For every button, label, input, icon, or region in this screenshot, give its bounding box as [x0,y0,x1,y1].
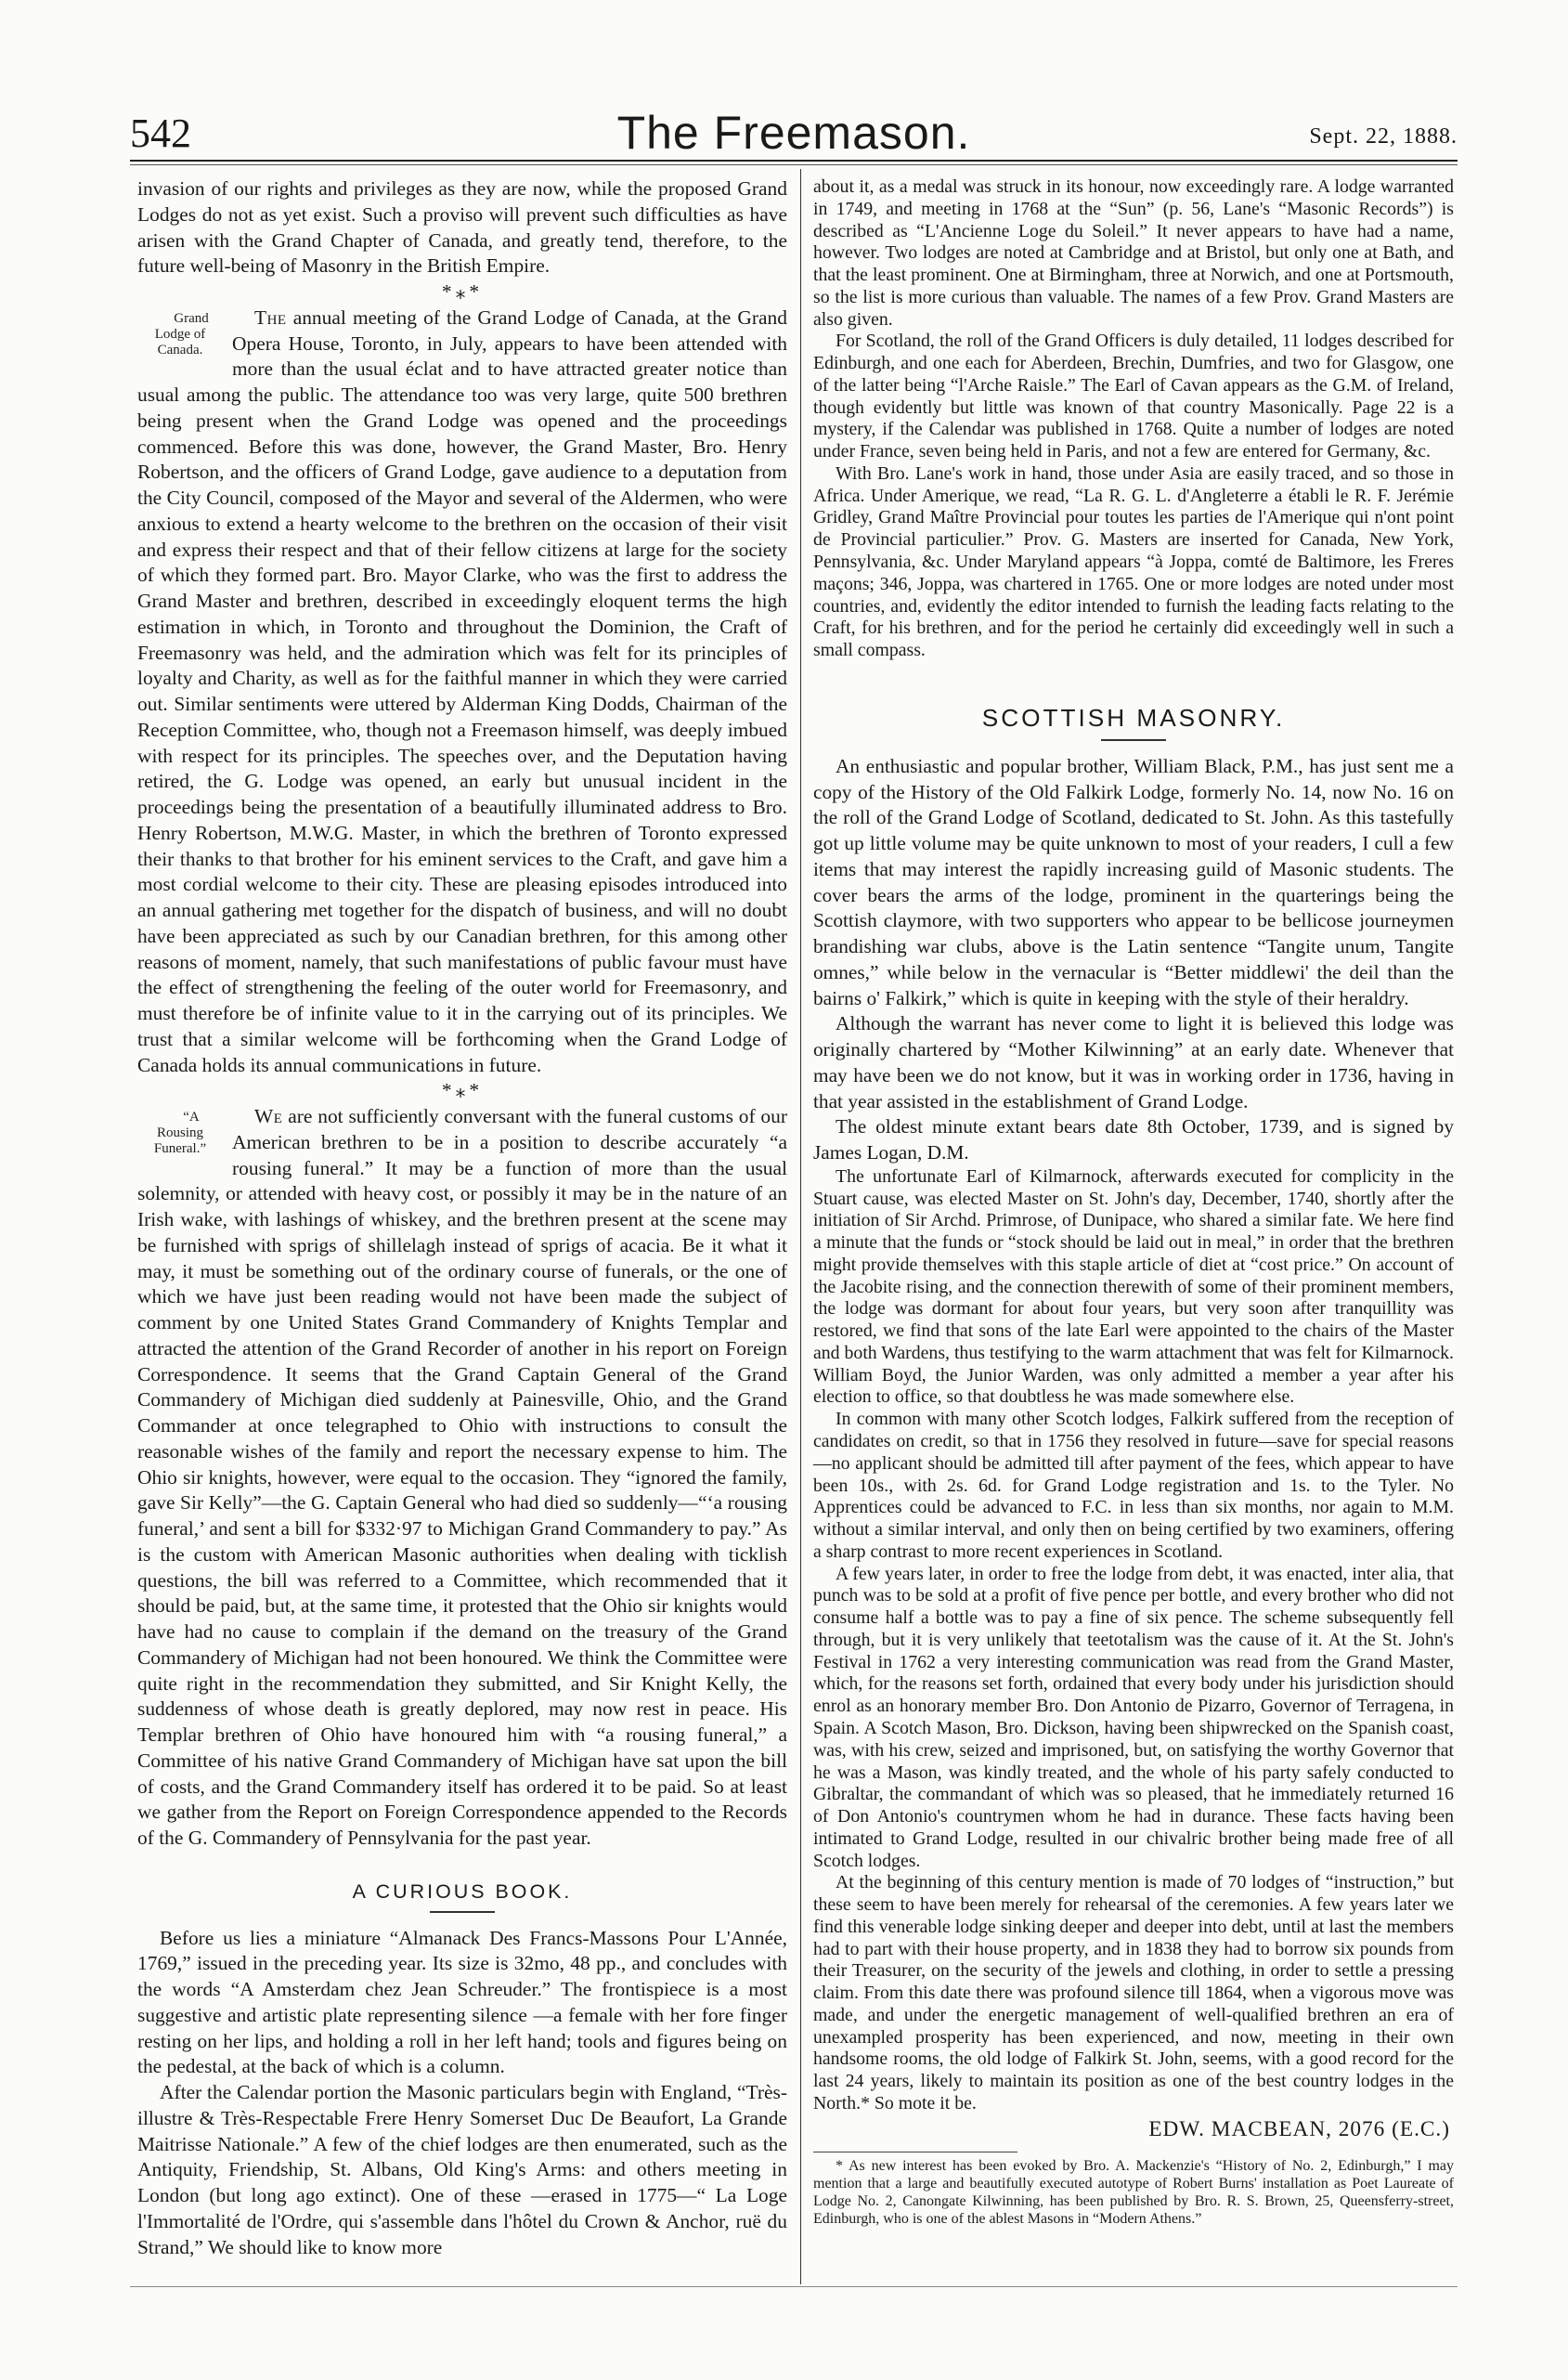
scottish-paragraph-3: The oldest minute extant bears date 8th October, 1739, and is signed by James Logan, D.M. [813,1115,1454,1164]
funeral-body: are not sufficiently conversant with the funeral customs of our American brethren to be in a position to describe accurately “a rousing funeral.” It may be a function of more than the usual solemnity, or attended with heavy cost, or possibly it may be in the nature of an Irish wake, with lashings of whiskey, and the brethren present at the scene may be furnished with sprigs of shillelagh instead of sprigs of acacia. Be it what it may, it must be something out of the ordinary course of funerals, or the one of which we have just been reading would not have been made the subject of comment by one United States Grand Commandery of Knights Templar and attracted the attention of the Grand Recorder of another in his report on Foreign Correspondence. It seems that the Grand Captain General of the Grand Commandery of Michigan died suddenly at Painesville, Ohio, and the Grand Commander at once telegraphed to Ohio with instructions to consult the reasonable wishes of the family and report the necessary expense to him. The Ohio sir knights, however, were equal to the occasion. They “ignored the family, gave Sir Kelly”—the G. Captain General who had died so suddenly—“‘a rousing funeral,’ and sent a bill for $332·97 to Michigan Grand Commandery to pay.” As is the custom with American Masonic authorities when dealing with ticklish questions, the bill was referred to a Committee, which recommended that it should be paid, but, at the same time, it protested that the Ohio sir knights would have had no cause to complain if the demand on the treasury of the Grand Commandery of Michigan had not been honoured. We think the Committee were quite right in the recommendation they submitted, and Sir Knight Kelly, the suddenness of whose death is greatly deplored, may now rest in peace. His Templar brethren of Ohio have honoured him with “a rousing funeral,” a Committee of his native Grand Commandery of Michigan have sat upon the bill of costs, and the Grand Commandery itself has ordered it to be paid. So at least we gather from the Report on Foreign Correspondence appended to the Records of the G. Commandery of Pennsylvania for the past year. [137,1105,788,1849]
scottish-masonry-large [813,754,1454,1166]
footnote-text: * As new interest has been evoked by Bro. A. Mackenzie's “History of No. 2, Edinburgh,” I may mention that a large and beautifully executed autotype of Robert Burns' installation as Poet Laureate of Lodge No. 2, Canongate Kilwinning, has been published by Bro. R. S. Brown, 25, Queensferry-street, Edinburgh, who is one of the ablest Masons in “Modern Athens.” [813,2157,1454,2227]
publication-title: The Freemason. [616,107,971,159]
continuation-paragraph-2: For Scotland, the roll of the Grand Officers is duly detailed, 11 lodges described for Edinburgh, and one each for Aberdeen, Brechin, Dumfries, and two for Glasgow, one of the latter being “l'Arche Raisle.” The Earl of Cavan appears as the G.M. of Ireland, though evidently but little was known of that country Masonically. Page 22 is a mystery, if the Calendar was published in 1768. Quite a number of lodges are noted under France, seven being held in Paris, and not a few are entered for Germany, &c. [813,331,1454,462]
intro-paragraph: invasion of our rights and privileges as they are now, while the proposed Grand Lodges do not as yet exist. Such a proviso will prevent such difficulties as have arisen with the Grand Chapter of Canada, and greatly tend, therefore, to the future well-being of Masonry in the British Empire. [137,177,787,278]
scottish-paragraph-1: An enthusiastic and popular brother, William Black, P.M., has just sent me a copy of the History of the Old Falkirk Lodge, formerly No. 14, now No. 16 on the roll of the Grand Lodge of Scotland, dedicated to St. John. As this tastefully got up little volume may be quite unknown to most of your readers, I cull a few items that may interest the rapidly increasing guild of Masonic students. The cover bears the arms of the lodge, prominent in the quarterings being the Scottish claymore, with two supporters who appear to be bellicose journeymen brandishing war clubs, above is the Latin sentence “Tangite unum, Tangite omnes,” while below in the vernacular is “Better middlewi' the deil than the bairns o' Falkirk,” which is quite in keeping with the style of their heraldry. [813,754,1454,1009]
author-signature: EDW. MACBEAN, 2076 (E.C.) [1148,2116,1450,2141]
asterism-divider: *⁎* [441,1079,484,1102]
canada-lead-word: The [254,306,287,329]
scottish-paragraph-2: Although the warrant has never come to light it is believed this lodge was originally chartered by “Mother Kilwinning” at an early date. Whenever that may have been we do not know, but it was in working order in 1736, having in that year assisted in the establishment of Grand Lodge. [813,1012,1454,1112]
scottish-paragraph-4: The unfortunate Earl of Kilmarnock, afterwards executed for complicity in the Stuart cause, was elected Master on St. John's day, December, 1740, shortly after the initiation of Sir Archd. Primrose, of Dunipace, who shared a similar fate. We here find a minute that the funds or “stock should be laid out in meal,” in order that the brethren might provide themselves with this staple article of diet at “cost price.” On account of the Jacobite rising, and the connection therewith of some of their prominent members, the lodge was dormant for about four years, but very soon after tranquillity was restored, we find that sons of the late Earl were appointed to the chairs of the Master and both Wardens, thus testifying to the warm attachment that was felt for Kilmarnock. William Boyd, the Junior Warden, was only admitted a member a year after his election to office, so that doubtless he was made somewhere else. [813,1165,1454,1408]
scottish-masonry-heading: SCOTTISH MASONRY. [981,703,1286,732]
masthead [130,104,1458,160]
funeral-lead-word: We [254,1105,283,1127]
left-column [137,176,787,2260]
issue-date: Sept. 22, 1888. [1309,124,1458,149]
curious-book-paragraph-2: After the Calendar portion the Masonic particulars begin with England, “Très-illustre & Très-Respectable Frere Henry Somerset Duc De Beaufort, La Grande Maitrisse Nationale.” A few of the chief lodges are then enumerated, such as the Antiquity, Friendship, St. Albans, Old King's Arms: and others meeting in London (but long ago extinct). One of these —erased in 1775—“ La Loge l'Immortalité de l'Ordre, qui s'assemble dans l'hôtel du Crown & Anchor, ruë du Strand,” We should like to know more [137,2081,787,2258]
footnote [813,2158,1454,2229]
canada-body: annual meeting of the Grand Lodge of Canada, at the Grand Opera House, Toronto, in July, appears to have been attended with more than the usual éclat and to have attracted greater notice than usual among the public. The attendance too was very large, quite 500 brethren being present when the Grand Lodge was opened and the proceedings commenced. Before this was done, however, the Grand Master, Bro. Henry Robertson, and the officers of Grand Lodge, gave audience to a deputation from the City Council, composed of the Mayor and several of the Aldermen, who were anxious to extend a hearty welcome to the brethren on the occasion of their visit and express their respect and that of their fellow citizens at large for the society of which they formed part. Bro. Mayor Clarke, who was the first to address the Grand Master and brethren, described in exceedingly eloquent terms the high estimation in which, in Toronto and throughout the Dominion, the Craft of Freemasonry was held, and the admiration which was felt for its principles of loyalty and Charity, as well as for the faithful manner in which they were carried out. Similar sentiments were uttered by Alderman King Dodds, Chairman of the Reception Committee, who, though not a Freemason himself, was deeply imbued with respect for its principles. The speeches over, and the Deputation having retired, the G. Lodge was opened, an early but unusual incident in the proceedings being the presentation of a beautifully illuminated address to Bro. Henry Robertson, M.W.G. Master, in which the brethren of Toronto expressed their thanks to that brother for his eminent services to the Craft, and gave him a most cordial welcome to their city. These are pleasing episodes introduced into an annual gathering met together for the dispatch of business, and will no doubt have been appreciated as such by our Canadian brethren, for this among other reasons of moment, namely, that such manifestations of public favour must have the effect of strengthening the feeling of the outer world for Freemasonry, and must therefore be of infinite value to it in the carrying out of its principles. We trust that a similar welcome will be forthcoming when the Grand Lodge of Canada holds its annual communications in future. [137,306,787,1076]
scottish-paragraph-7: At the beginning of this century mention is made of 70 lodges of “instruction,” but these seem to have been merely for rehearsal of the ceremonies. A few years later we find this venerable lodge sinking deeper and deeper into debt, until at last the members had to part with their house property, and in 1838 they had to borrow six pounds from their Treasurer, on the security of the jewels and clothing, in order to settle a pressing claim. From this date there was profound silence till 1864, when a vigorous move was made, and under the energetic management of well-qualified brethren an era of unexampled prosperity has been experienced, and now, meeting in their own handsome rooms, the old lodge of Falkirk St. John, seems, with a good record for the last 24 years, likely to maintain its position as one of the best country lodges in the North.* So mote it be. [813,1872,1454,2113]
curious-book-continuation [813,176,1454,662]
heading-rule [1101,739,1166,741]
header-rule-thin [130,164,1458,165]
bottom-rule [130,2286,1458,2287]
sidenote-rousing-funeral: “A Rousing Funeral.” [153,1110,207,1156]
funeral-paragraph [137,1104,787,1852]
continuation-paragraph-1: about it, as a medal was struck in its honour, now exceedingly rare. A lodge warranted in 1749, and meeting in 1768 at the “Sun” (p. 56, Lane's “Masonic Records”) is described as “L'Ancienne Loge du Soleil.” It never appears to have had a name, however. Two lodges are noted at Cambridge and at Bristol, but only one at Bath, and that the least prominent. One at Birmingham, three at Norwich, and one at Portsmouth, so the list is more curious than valuable. The names of a few Prov. Grand Masters are also given. [813,176,1454,330]
page-number: 542 [130,111,191,156]
curious-book-heading: A CURIOUS BOOK. [352,1879,573,1903]
continuation-paragraph-3: With Bro. Lane's work in hand, those under Asia are easily traced, and so those in Africa. Under Amerique, we read, “La R. G. L. d'Angleterre a établi le R. F. Jerémie Gridley, Grand Maître Provincial pour toutes les parties de l'Amerique qui n'ont point de Provincial particulier.” Prov. G. Masters are inserted for Canada, New York, Pennsylvania, &c. Under Maryland appears “à Joppa, comté de Baltimore, les Freres maçons; 346, Joppa, was chartered in 1765. One or more lodges are noted under most countries, and, evidently the editor intended to furnish the leading facts relating to the Craft, for his brethren, and for the period he certainly did exceedingly well in such a small compass. [813,462,1454,661]
asterism-divider: *⁎* [441,280,484,303]
scottish-masonry-small [813,1166,1454,2115]
curious-book-paragraph-1: Before us lies a miniature “Almanack Des Francs-Massons Pour L'Année, 1769,” issued in the preceding year. Its size is 32mo, 48 pp., and concludes with the words “A Amsterdam chez Jean Schreuder.” The frontispiece is a most suggestive and artistic plate representing silence —a female with her fore finger resting on her lips, and holding a roll in her left hand; tools and figures being on the pedestal, at the back of which is a column. [137,1926,787,2078]
scottish-paragraph-5: In common with many other Scotch lodges, Falkirk suffered from the reception of candidates on credit, so that in 1756 they resolved in future—save for special reasons—no applicant should be admitted till after payment of the fees, which appear to have been 10s., with 2s. 6d. for Grand Lodge registration and 1s. to the Tyler. No Apprentices could be advanced to F.C. in less than six months, nor again to M.M. without a similar interval, and only then on being certified by two examiners, offering a sharp contrast to more recent experiences in Scotland. [813,1409,1454,1562]
right-column [813,176,1454,2228]
sidenote-grand-lodge-canada: Grand Lodge of Canada. [154,310,209,358]
column-divider [800,169,801,2284]
heading-rule [430,1911,495,1913]
scottish-paragraph-6: A few years later, in order to free the lodge from debt, it was enacted, inter alia, that punch was to be sold at a profit of five pence per bottle, and every brother who did not consume half a bottle was to pay a fine of six pence. The scheme subsequently fell through, but it is very unlikely that teetotalism was the cause of it. At the St. John's Festival in 1762 a very interesting communication was read from the Grand Master, which, for the reasons set forth, ordained that every body under his jurisdiction should enrol as an honorary member Bro. Don Antonio de Pizarro, Governor of Terragena, in Spain. A Scotch Mason, Bro. Dickson, having been shipwrecked on the Spanish coast, was, with his crew, seized and imprisoned, but, on satisfying the worthy Governor that he was a Mason, was kindly treated, and the whole of his party safely conducted to Gibraltar, the commandant of which was so pleased, that he immediately returned 16 of Don Antonio's countrymen whom he had in durance. These facts having been intimated to Grand Lodge, resulted in our chivalric brother being made free of all Scotch lodges. [813,1563,1454,1871]
canada-paragraph [137,306,787,1079]
header-rule [130,160,1458,162]
